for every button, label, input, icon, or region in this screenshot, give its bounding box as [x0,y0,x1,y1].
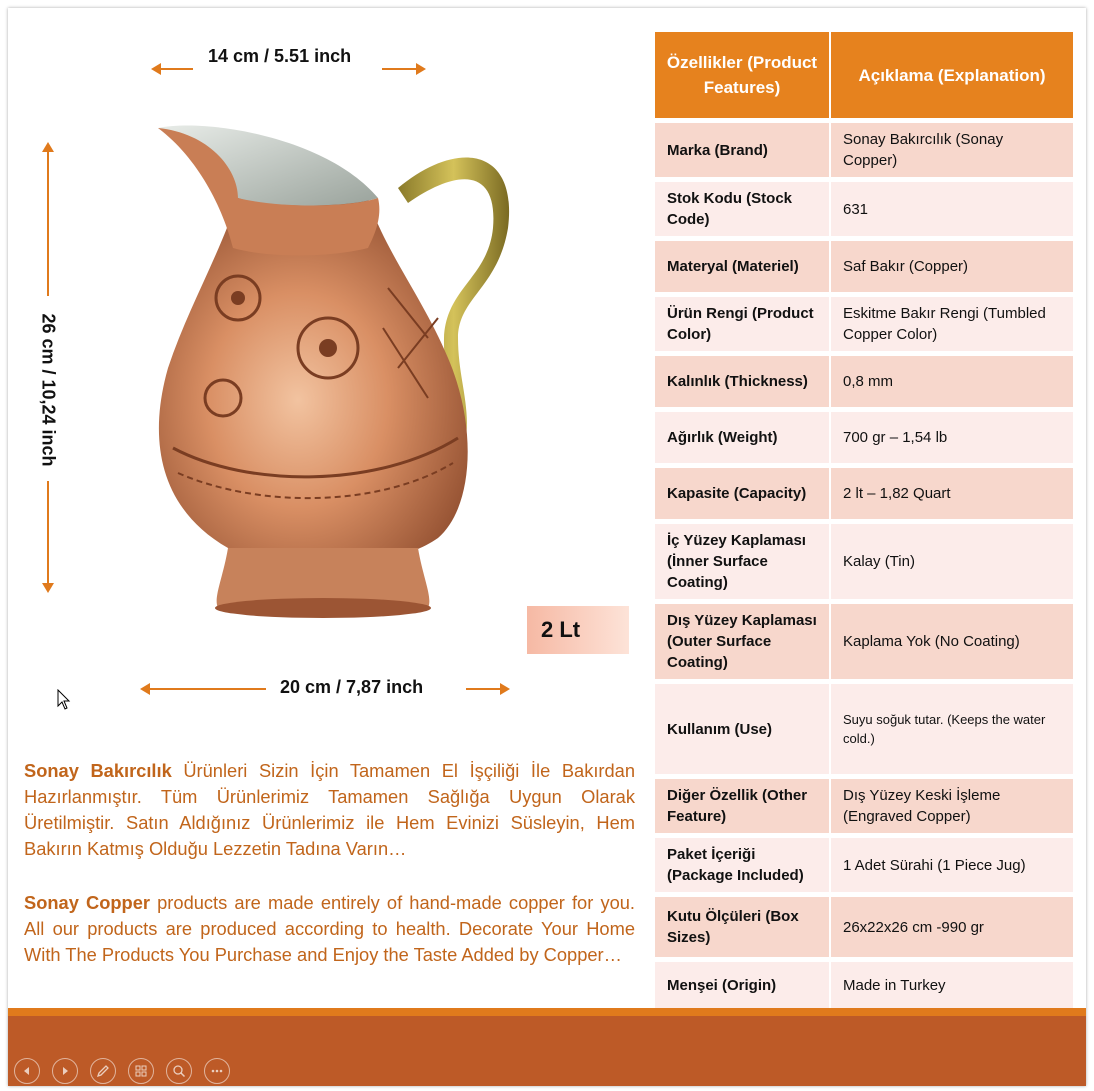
table-row [655,412,1073,463]
feature-cell: Dış Yüzey Kaplaması (Outer Surface Coating) [655,604,829,679]
feature-cell: İç Yüzey Kaplaması (İnner Surface Coating) [655,524,829,599]
feature-cell: Marka (Brand) [655,123,829,177]
base-arrow-left [142,688,266,690]
table-row [655,684,1073,774]
turkish-description [24,758,635,862]
table-row [655,962,1073,1008]
footer-accent-line [8,1008,1086,1016]
table-row [655,468,1073,519]
table-row [655,838,1073,892]
copper-jug-image [128,108,528,628]
width-arrow-right [382,68,424,70]
next-slide-button[interactable] [52,1058,78,1084]
feature-cell: Paket İçeriği (Package Included) [655,838,829,892]
table-row [655,604,1073,679]
grid-icon [134,1064,148,1078]
feature-cell: Kullanım (Use) [655,684,829,774]
pen-button[interactable] [90,1058,116,1084]
height-arrow-top [47,144,49,296]
see-all-slides-button[interactable] [128,1058,154,1084]
value-cell: 0,8 mm [831,356,1073,407]
english-description-text: products are made entirely of hand-made copper for you. All our products are produced according to health. Decorate Your Home With The Products You Purchase and Enjoy the Taste Added by Copper… [24,892,635,965]
table-row [655,356,1073,407]
table-row [655,182,1073,236]
explanation-column-header: Açıklama (Explanation) [831,32,1073,118]
value-cell: Suyu soğuk tutar. (Keeps the water cold.) [831,684,1073,774]
arrow-left-icon [21,1065,33,1077]
previous-slide-button[interactable] [14,1058,40,1084]
value-cell: 631 [831,182,1073,236]
table-row [655,241,1073,292]
value-cell: Kaplama Yok (No Coating) [831,604,1073,679]
english-description [24,890,635,968]
value-cell: 2 lt – 1,82 Quart [831,468,1073,519]
zoom-button[interactable] [166,1058,192,1084]
pen-icon [96,1064,110,1078]
feature-cell: Kalınlık (Thickness) [655,356,829,407]
more-options-button[interactable] [204,1058,230,1084]
value-cell: Made in Turkey [831,962,1073,1008]
product-specification-table [653,27,1075,1013]
width-arrow-left [153,68,193,70]
feature-cell: Diğer Özellik (Other Feature) [655,779,829,833]
value-cell: Sonay Bakırcılık (Sonay Copper) [831,123,1073,177]
arrow-right-icon [59,1065,71,1077]
base-dimension-label: 20 cm / 7,87 inch [280,677,424,697]
feature-cell: Kapasite (Capacity) [655,468,829,519]
feature-cell: Materyal (Materiel) [655,241,829,292]
value-cell: 1 Adet Sürahi (1 Piece Jug) [831,838,1073,892]
table-row [655,297,1073,351]
features-column-header: Özellikler (Product Features) [655,32,829,118]
turkish-brand: Sonay Bakırcılık [24,760,172,781]
more-icon [210,1064,224,1078]
turkish-description-text: Ürünleri Sizin İçin Tamamen El İşçiliği İle Bakırdan Hazırlanmıştır. Tüm Ürünlerimiz Tamamen Sağlığa Uygun Olarak Üretilmiştir. Satın Aldığınız Ürünlerimiz ile Hem Evinizi Süsleyin, Hem Bakırın Katmış Olduğu Lezzetin Tadına Varın… [24,760,635,859]
table-row [655,524,1073,599]
value-cell: Saf Bakır (Copper) [831,241,1073,292]
capacity-badge: 2 Lt [527,606,629,654]
value-cell: Kalay (Tin) [831,524,1073,599]
value-cell: 700 gr – 1,54 lb [831,412,1073,463]
table-row [655,123,1073,177]
english-brand: Sonay Copper [24,892,150,913]
value-cell: Dış Yüzey Keski İşleme (Engraved Copper) [831,779,1073,833]
value-cell: 26x22x26 cm -990 gr [831,897,1073,957]
magnifier-icon [172,1064,186,1078]
mouse-cursor-icon [57,689,71,711]
value-cell: Eskitme Bakır Rengi (Tumbled Copper Color) [831,297,1073,351]
feature-cell: Stok Kodu (Stock Code) [655,182,829,236]
table-row [655,897,1073,957]
height-dimension-label: 26 cm / 10,24 inch [38,313,59,467]
feature-cell: Menşei (Origin) [655,962,829,1008]
feature-cell: Ağırlık (Weight) [655,412,829,463]
width-dimension-label: 14 cm / 5.51 inch [208,46,352,66]
feature-cell: Kutu Ölçüleri (Box Sizes) [655,897,829,957]
height-arrow-bottom [47,481,49,591]
feature-cell: Ürün Rengi (Product Color) [655,297,829,351]
base-arrow-right [466,688,508,690]
table-row [655,779,1073,833]
presentation-slide [8,8,1086,1086]
